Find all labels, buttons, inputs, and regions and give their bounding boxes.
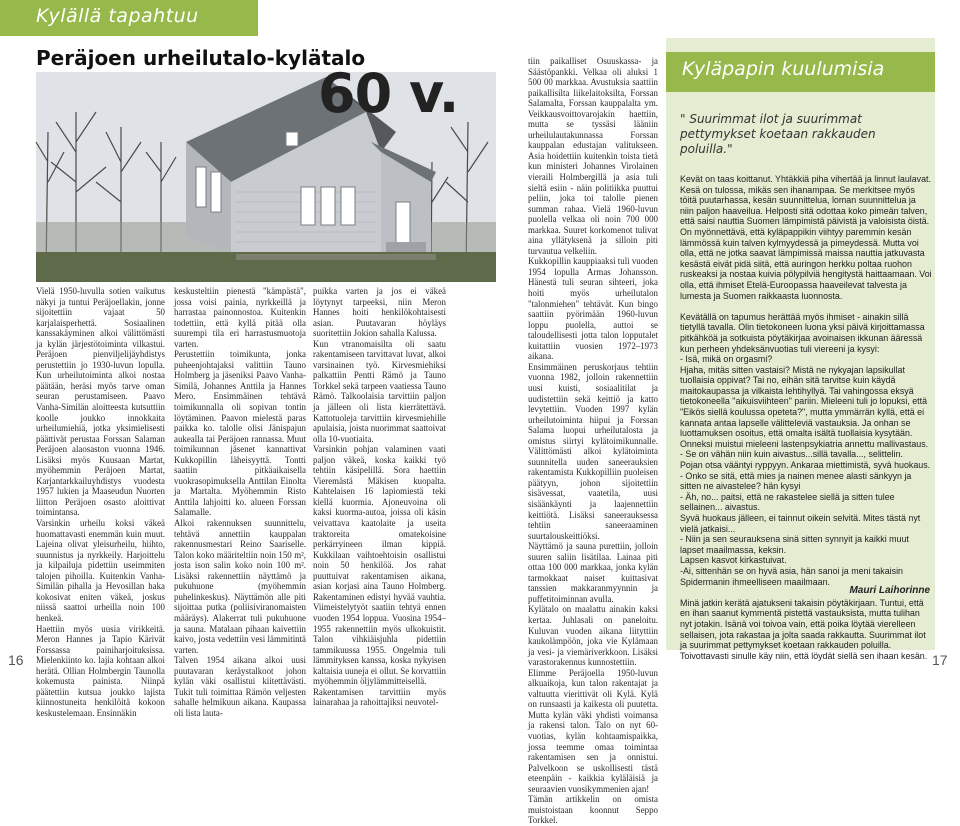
sidebar-body	[680, 174, 932, 672]
sidebar-paragraph-1: Kevät on taas koittanut. Yhtäkkiä piha vihertää ja linnut laulavat. Kesä on tulossa, mikäs sen ihanampaa. Se merkitsee myös töitä puutarhassa, kesän suunnittelua, loman suunnittelua ja niin paljon haaveilua. Helposti sitä odottaa koko pimeän talven, että saisi nauttia Suomen lämpimistä päivistä ja valoisista öistä. On myönnettävä, että kyläpappikin viihtyy paremmin kesän lämmössä kuin talven kylmyydessä ja pimeydessä. Mutta voi olla, että ne jotka saavat lämpimissä maissa nauttia jatkuvasta kesästä eivät pidä siitä, että auringon herkku poltaa ruohon ruskeaksi ja nostaa kuivia pölypilviä hengitystä haittaamaan. Voi olla, että ihmiset Etelä-Euroopassa haaveilevat talvesta ja lumesta ja Suomen raikkaasta luonnosta.	[680, 174, 932, 301]
article-column-1: Vielä 1950-luvulla sotien vaikutus näkyi ja tuntui Peräjoellakin, jonne sijoitettiin vajaat 50 karjalaisperhettä. Sosiaalinen kanssakäyminen alkoi välittömästi ja kylän järjestötoiminta vilkastui. Peräjoen pienviljelijäyhdistys perustettiin jo 1930-luvun lopulla. Kun urheilutoiminta alkoi nostaa päätään, heräsi myös tarve oman seuran perustamiseen. Paavo Vanha-Similän aloitteesta kutsuttiin koolle joukko innokkaita urheilumiehiä, jotka yksimielisesti päättivät perustaa Forssan Salaman Peräjoen alaosaston vuonna 1946. Lisäksi myös Kuusaan Martat, myöhemmin Peräjoen Martat, Karjantarkkailuyhdistys vuodesta 1957 lukien ja Maaseudun Nuorten liitton Peräjoen osasto aloittivat toimintansa. Varsinkin urheilu koksi väkeä huomattavasti enemmän kuin muut. Lajeina olivat yleisurheilu, hiihto, suunnistus ja nyrkkeily. Harjoittelu ja kilpailuja pidettiin useimmiten talojen pihoilla. Kuitenkin Vanha-Similän pihalla ja Hevosillan haka kokosivat eniten väkeä, joskus niissä saattoi urheilla noin 100 henkeä. Haettiin myös uusia virikkeitä. Meron Hannes ja Tapio Kärivät Forssassa painiharjoituksissa. Mielenkiinto ko. lajia kohtaan alkoi herätä. Ollian Holmbergin Taunolla kokemusta painista. Niinpä päätettiin kutsua joukko lajista kiinnostuneita henkilöitä kokoon keskustelemaan. Ensinnäkin	[36, 286, 165, 718]
article-column-3: puikka varten ja jos ei väkeä löytynyt tarpeeksi, niin Meron Hannes hoiti henkilökohtaisesti asian. Puutavaran höyläys suoritettiin Jokion sahalla Kalussa. Kun vtranomaisilta oli saatu rakentamiseen tarvittavat luvat, alkoi varsinainen työ. Kirvesmiehiksi palkattiin Pentti Rämö ja Tauno Torkkel sekä tarpeen vaatiessa Tauno Rämö. Talkoolaisia tarvittiin paljon ja jälleen oli lista kierrätettävä. Kattotuoleja tarvittiin kirvesmiehille apulaisia, joista nuorimmat saattoivat olla 10-vuotiaita. Varsinkin pohjan valaminen vaati paljon väkeä, koska kaikki työ tehtiin käsipelillä. Sora haettiin Vieremästä Mäkisen kuopalta. Kahtelaisen 16 lapiomiestä teki kiellä kuormia. Ajoneuvoina oli kaksi kuorma-autoa, joissa oli käsin veivattava kaatolaite ja useita traktoreita omatekoisine perkärryineen ilman kippiä. Kukkilaan vaihtoehtoisin osallistui noin 50 henkilöä. Jos rahat puuttuivat rakentamisen aikana, asian korjasi aina Tauno Holmberg. Rakentaminen edistyi hyvää vauhtia. Viimeistelytyöt saatiin tehtyä ennen vuoden 1954 loppua. Vuosina 1954–1955 rakennettiin myös ulkokuistit. Talon vihkiäisjuhla pidettiin tammikuussa 1955. Ongelmia tuli lämmityksen kanssa, koska nykyisen kaltaisia uuneja ei ollut. Se korvattiin myöhemmin öljylämmitteisellä. Rakentamisen tarvittiin myös lainarahaa ja rahoittajiksi neuvotel-	[313, 286, 446, 708]
sidebar-title: Kyläpapin kuulumisia	[682, 58, 885, 80]
sidebar-paragraph-3: Minä jatkin kerätä ajatukseni takaisin pöytäkirjaan. Tuntui, että en ihan saanut kymmentä pistettä vastauksista, mutta tulihan nyt jotakin. Isänä voi toivoa vain, että poika löytää vierelleen sellaisen, jota rakastaa ja jolta saada rakkautta. Suurimmat ilot ja suurimmat pettymykset koetaan rakkauden poluilla. Toivottavasti sinulle käy niin, että löydät siellä sen ihaan kesän.	[680, 597, 928, 661]
page-number-left: 16	[8, 652, 24, 668]
section-label: Kylällä tapahtuu	[36, 5, 199, 27]
article-headline: Peräjoen urheilutalo-kylätalo	[36, 46, 366, 70]
section-header-band	[0, 0, 258, 36]
page-number-right: 17	[932, 652, 948, 668]
sidebar-quote: " Suurimmat ilot ja suurimmat pettymykset koetaan rakkauden poluilla."	[680, 112, 876, 156]
article-column-4: tiin paikalliset Osuuskassa- ja Säästöpankki. Velkaa oli aluksi 1 500 00 markkaa. Avustuksia saattiin paikallisilta liikelaitoksilta, Forssan Salamalta, Forssan kauppalalta ym. Veikkausvoittovarojakin haettiin, mutta se tyssäsi lääniin urheilulautakunnassa Forssan kauppalan edustajan valitukseen. Asia hoidettiin kuitenkin toista tietä kun ministeri Johannes Virolainen vieraili Holmbergillä ja asia tuli sieltä esiin - näin politiikka puuttui peliin, joka toi talolle pienen summan rahaa. Vielä 1960-luvun puolella velkaa oli noin 700 000 markkaa. Suuret korkomenot tulivat aina yllätyksenä ja silloin piti turvautua velkeliin. Kukkopillin kauppiaaksi tuli vuoden 1954 lopulla Armas Johansson. Hänestä tuli seuran sihteeri, joka hoiti myös urheilutalon "talonmiehen" tehtävät. Kun bingo saattiin pyörimään 1960-luvun loppu puolella, auttoi se taloudellisesti jotta talon lopputalet kuitattiin vuosien 1972–1973 aikana. Ensimmäinen peruskorjaus tehtiin vuonna 1982, jolloin rakennettiin uusi kuisti, sosiaalitilat ja uudistettiin sekä keittiö ja katto levytettiin. Vuoden 1997 kylän urheilutoiminta hiipui ja Forssan Salama luopui urheilutalosta ja omistus siirtyi kylätoimikunnalle. Välittömästi alkoi kylätoiminta suunnitella uuden saneerauksien rakentamista Kukkopilliin puoleisen päätyyn, johon sijoitettiin sisävessat, vaatetila, uusi sisäänkäynti ja laajennettiin keittiötä. Lisäksi saneerauksessa tehtiin saneeraaminen suurtalouskeittiöksi. Näyttämö ja sauna purettiin, jolloin suuren saliin lisätilaa. Lainaa piti ottaa 100 000 markkaa, jonka kylän tarmokkaat naiset kuittasivat tanssien makkaranmyynnin ja puffetitoiminnan avulla. Kylätalo on maalattu ainakin kaksi kertaa. Juhlasali on paneloitu. Kuluvan vuoden aikana liityttiin kaukolämpöön, joka vie Kylämaan ja vesi- ja viemäriverkkoon. Lisäksi varastorakennus kunnostettiin. Elimme Peräjoella 1950-luvun alkuaikoja, kun talon rakentajat ja valtuutta vierittivät oli Kylä. Kylä on runsaasti ja kaikesta oli puutetta. Mutta kylän väki yhdisti voimansa ja rakensi talon. Talo on nyt 60-vuotias, kylän kohtaamispaikka, jossa teemme omaa toimintaa rakentamisen sen ja onnistui. Palvelkoon se uskollisesti tästä eteenpäin - kaikkia kyläläisiä ja seuraavien vuosikymmenien ajan! Tämän artikkelin on omista muistoistaan koonnut Seppo Torkkel.	[528, 56, 658, 826]
sidebar-header-band	[666, 52, 935, 92]
anniversary-label: 60 v.	[318, 62, 459, 125]
sidebar-paragraph-2: Kevätällä on tapumus herättää myös ihmiset - ainakin sillä tietyllä tavalla. Olin tietokoneen luona yksi päivä kirjoittamassa pitkähköä ja sotkuista pöytäkirjaa avoinaisen ikkunan ääressä kun perheen yhdeksänvuotias tuli viereeni ja kysyi: - Isä, mikä on orgasmi? Hjaha, mitäs sitten vastaisi? Mistä ne nykyajan lapsikullat tuollaisia oppivat? Tai no, eihän sitä tarvitse kuin käydä maitokaupassa ja vilkaista lehtihyllyä. Tai vahingossa eksyä tietokoneella "aikuisviihteen" pariin. Mieleeni tuli jo lopuksi, että "Eikös siellä koulussa opeteta?", mutta ymmärrän kyllä, että ei kannata antaa lapselle välitteleviä vastauksia. Ja onhan se luottamuksen osoitus, että omalta isältä tuollaisia kysytään. Onneksi muistui mieleeni lastenpsykiatria annettu mallivastaus. - Se on vähän niin kuin aivastus...sillä tavalla..., selittelin. Pojan otsa vääntyi ryppyyn. Ankaraa miettimistä, syvä huokaus. - Onko se sitä, että mies ja nainen menee alasti sänkyyn ja sitten ne aivastelee? hän kysyi - Äh, no... paitsi, että ne rakastelee siellä ja sitten tulee sellainen... aivastus. Syvä huokaus jälleen, ei tainnut oikein selvitä. Mites tästä nyt vielä jatkaisi... - Niin ja sen seurauksena sinä sitten synnyit ja kaikki muut lapset maailmassa, keksin. Lapsen kasvot kirkastuivat. -Ai, sittenhän se on hyvä asia, hän sanoi ja meni takaisin Spidermanin ihmeelliseen maailmaan.	[680, 311, 931, 587]
article-column-2: keskusteltiin pienestä "kämpästä", jossa voisi painia, nyrkkeillä ja harrastaa painonnostoa. Kuitenkin todettiin, että kyllä pitää olla suurempi tila eri harrastusmuotoja varten. Perustettiin toimikunta, jonka puheenjohtajaksi valittiin Tauno Holmberg ja jäseniksi Paavo Vanha-Similä, Johannes Anttila ja Hannes Mero. Ensimmäinen tehtävä toimikunnalla oli sopivan tontin löytäminen. Paavon mielestä paras paikka ko. talolle olisi Jänispajun aukealla tai Peräjoen rannassa. Muut toimikunnan jäsenet kannattivat Kukkopillin läheisyyttä. Tontti saatiin pitkäaikaisella vuokrasopimuksella Anttilan Einolta ja Martalta. Myöhemmin Risto Anttila lahjoitti ko. alueen Forssan Salamalle. Alkoi rakennuksen suunnittelu, tehtävä annettiin kauppalan rakennusmestari Reino Saariselle. Talon koko määriteltiin noin 150 m², josta ison salin koko noin 100 m². Lisäksi rakennettiin näyttämö ja pukuhuone (myöhemmin puhelinkeskus). Näyttämön alle piti sijoittaa putka (poliisiviranomaisten määräys). Alakerrat tuli pukuhuone ja sauna. Matalaan pihaan kaivettiin kaivo, josta vedettiin vesi lämmitintä varten. Talven 1954 aikana alkoi uusi puutavaran keräystalkoot johon kylän väki osallistui kiitettävästi. Tukit tuli toimittaa Rämön veljesten sahalle helmikuun aikana. Kaupassa oli lista lauta-	[174, 286, 306, 718]
sidebar-signature: Mauri Laihorinne	[849, 585, 930, 596]
